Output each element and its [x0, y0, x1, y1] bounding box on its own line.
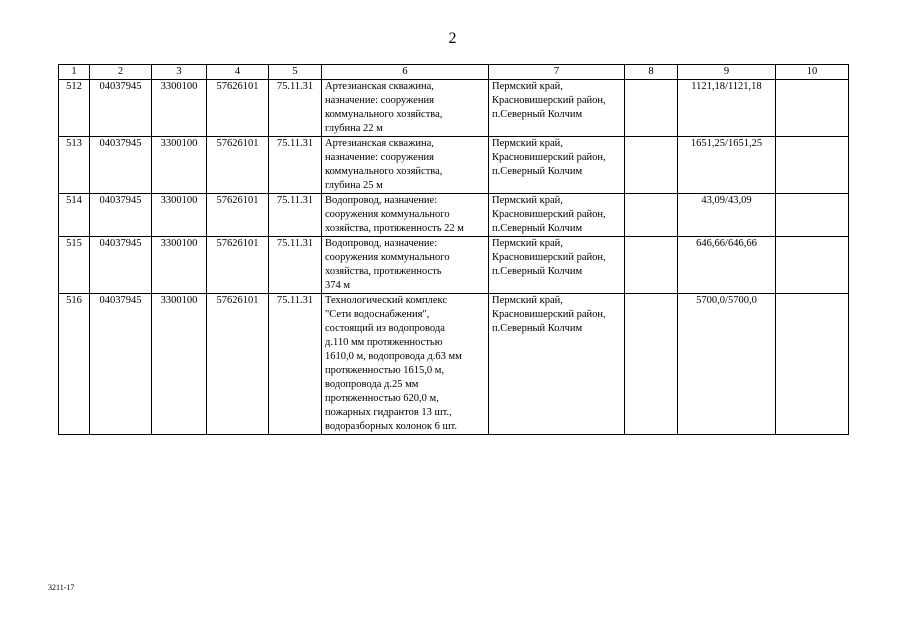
- description-line: Технологический комплекс: [325, 295, 448, 306]
- description-line: пожарных гидрантов 13 шт.,: [325, 407, 452, 418]
- description-line: водопровода д.25 мм: [325, 379, 419, 390]
- location-line: п.Северный Колчим: [492, 223, 583, 234]
- description-line: назначение: сооружения: [325, 152, 434, 163]
- description-line: хозяйства, протяженность: [325, 266, 442, 277]
- location-line: Красновишерский район,: [492, 209, 606, 220]
- description-line: д.110 мм протяженностью: [325, 337, 443, 348]
- description-cell: [322, 294, 489, 435]
- empty-cell: [776, 137, 849, 194]
- row-number-cell: 513: [59, 137, 90, 194]
- column-header: 8: [625, 65, 678, 80]
- description-line: глубина 25 м: [325, 180, 383, 191]
- location-line: п.Северный Колчим: [492, 323, 583, 334]
- description-line: Водопровод, назначение:: [325, 195, 438, 206]
- row-number-cell: 516: [59, 294, 90, 435]
- table-header-row: [59, 65, 849, 80]
- location-cell: [489, 80, 625, 137]
- empty-cell: [776, 237, 849, 294]
- empty-cell: [625, 294, 678, 435]
- description-line: водоразборных колонок 6 шт.: [325, 421, 458, 432]
- description-line: сооружения коммунального: [325, 209, 450, 220]
- description-cell: [322, 194, 489, 237]
- code-cell: 04037945: [90, 137, 152, 194]
- table-body: [59, 80, 849, 435]
- page-number: 2: [448, 30, 457, 47]
- empty-cell: [776, 294, 849, 435]
- empty-cell: [625, 137, 678, 194]
- table-row: [59, 80, 849, 137]
- column-header: 3: [152, 65, 207, 80]
- code-cell: 04037945: [90, 237, 152, 294]
- column-header: 9: [678, 65, 776, 80]
- document-footer-code: 3211-17: [48, 583, 75, 592]
- description-line: 1610,0 м, водопровода д.63 мм: [325, 351, 462, 362]
- description-line: Водопровод, назначение:: [325, 238, 438, 249]
- description-line: глубина 22 м: [325, 123, 383, 134]
- row-number-cell: 512: [59, 80, 90, 137]
- code-cell: 04037945: [90, 194, 152, 237]
- location-line: Пермский край,: [492, 295, 563, 306]
- location-line: п.Северный Колчим: [492, 166, 583, 177]
- column-header: 4: [207, 65, 269, 80]
- code-cell: 3300100: [152, 237, 207, 294]
- column-header: 6: [322, 65, 489, 80]
- code-cell: 3300100: [152, 194, 207, 237]
- column-header: 2: [90, 65, 152, 80]
- code-cell: 57626101: [207, 137, 269, 194]
- location-cell: [489, 137, 625, 194]
- description-line: Артезианская скважина,: [325, 138, 434, 149]
- area-cell: 1651,25/1651,25: [678, 137, 776, 194]
- location-line: п.Северный Колчим: [492, 109, 583, 120]
- description-line: 374 м: [325, 280, 351, 291]
- description-line: протяженностью 620,0 м,: [325, 393, 439, 404]
- description-line: коммунального хозяйства,: [325, 109, 443, 120]
- column-header: 1: [59, 65, 90, 80]
- description-cell: [322, 237, 489, 294]
- location-cell: [489, 294, 625, 435]
- property-table: [58, 64, 849, 435]
- location-line: Красновишерский район,: [492, 95, 606, 106]
- code-cell: 57626101: [207, 80, 269, 137]
- description-line: сооружения коммунального: [325, 252, 450, 263]
- description-line: хозяйства, протяженность 22 м: [325, 223, 464, 234]
- code-cell: 75.11.31: [269, 194, 322, 237]
- empty-cell: [625, 80, 678, 137]
- area-cell: 5700,0/5700,0: [678, 294, 776, 435]
- location-line: Красновишерский район,: [492, 309, 606, 320]
- area-cell: 646,66/646,66: [678, 237, 776, 294]
- code-cell: 57626101: [207, 194, 269, 237]
- code-cell: 3300100: [152, 80, 207, 137]
- description-line: протяженностью 1615,0 м,: [325, 365, 445, 376]
- description-line: Артезианская скважина,: [325, 81, 434, 92]
- description-cell: [322, 80, 489, 137]
- table-row: [59, 194, 849, 237]
- description-line: "Сети водоснабжения",: [325, 309, 430, 320]
- location-line: Пермский край,: [492, 138, 563, 149]
- empty-cell: [625, 237, 678, 294]
- code-cell: 04037945: [90, 80, 152, 137]
- column-header: 7: [489, 65, 625, 80]
- location-cell: [489, 194, 625, 237]
- table-row: [59, 237, 849, 294]
- code-cell: 04037945: [90, 294, 152, 435]
- description-line: коммунального хозяйства,: [325, 166, 443, 177]
- location-line: Пермский край,: [492, 195, 563, 206]
- location-cell: [489, 237, 625, 294]
- code-cell: 75.11.31: [269, 237, 322, 294]
- code-cell: 3300100: [152, 294, 207, 435]
- row-number-cell: 515: [59, 237, 90, 294]
- code-cell: 75.11.31: [269, 137, 322, 194]
- empty-cell: [625, 194, 678, 237]
- location-line: Пермский край,: [492, 238, 563, 249]
- column-header: 5: [269, 65, 322, 80]
- code-cell: 57626101: [207, 294, 269, 435]
- empty-cell: [776, 194, 849, 237]
- location-line: Красновишерский район,: [492, 252, 606, 263]
- column-header: 10: [776, 65, 849, 80]
- description-line: состоящий из водопровода: [325, 323, 445, 334]
- row-number-cell: 514: [59, 194, 90, 237]
- area-cell: 43,09/43,09: [678, 194, 776, 237]
- table-row: [59, 294, 849, 435]
- code-cell: 75.11.31: [269, 80, 322, 137]
- area-cell: 1121,18/1121,18: [678, 80, 776, 137]
- empty-cell: [776, 80, 849, 137]
- code-cell: 3300100: [152, 137, 207, 194]
- description-line: назначение: сооружения: [325, 95, 434, 106]
- code-cell: 75.11.31: [269, 294, 322, 435]
- description-cell: [322, 137, 489, 194]
- location-line: Пермский край,: [492, 81, 563, 92]
- code-cell: 57626101: [207, 237, 269, 294]
- location-line: п.Северный Колчим: [492, 266, 583, 277]
- location-line: Красновишерский район,: [492, 152, 606, 163]
- table-row: [59, 137, 849, 194]
